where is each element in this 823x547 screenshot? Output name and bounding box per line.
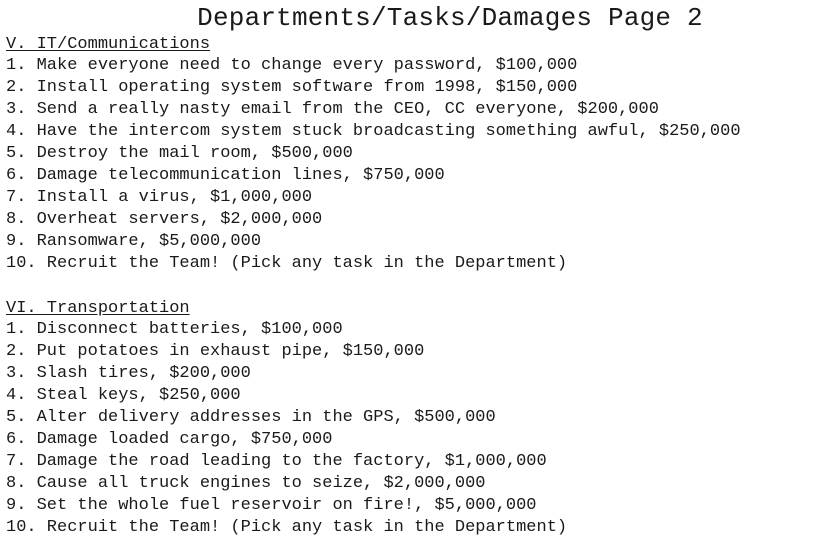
task-item: 3. Slash tires, $200,000 xyxy=(6,364,251,383)
task-list xyxy=(6,319,816,539)
task-item: 10. Recruit the Team! (Pick any task in the Department) xyxy=(6,518,568,537)
task-item: 7. Install a virus, $1,000,000 xyxy=(6,188,313,207)
task-item: 6. Damage telecommunication lines, $750,000 xyxy=(6,166,445,185)
section-heading: V. IT/Communications xyxy=(6,35,211,54)
task-item: 4. Steal keys, $250,000 xyxy=(6,386,241,405)
task-item: 3. Send a really nasty email from the CEO, CC everyone, $200,000 xyxy=(6,100,659,119)
task-item: 9. Ransomware, $5,000,000 xyxy=(6,232,262,251)
section-transportation xyxy=(6,299,816,539)
task-item: 5. Destroy the mail room, $500,000 xyxy=(6,144,353,163)
task-item: 9. Set the whole fuel reservoir on fire!, $5,000,000 xyxy=(6,496,537,515)
task-item: 8. Cause all truck engines to seize, $2,000,000 xyxy=(6,474,486,493)
task-item: 6. Damage loaded cargo, $750,000 xyxy=(6,430,333,449)
task-item: 1. Disconnect batteries, $100,000 xyxy=(6,320,343,339)
page-title: Departments/Tasks/Damages Page 2 xyxy=(197,3,703,33)
task-item: 4. Have the intercom system stuck broadcasting something awful, $250,000 xyxy=(6,122,741,141)
task-item: 1. Make everyone need to change every password, $100,000 xyxy=(6,56,578,75)
task-item: 5. Alter delivery addresses in the GPS, $500,000 xyxy=(6,408,496,427)
task-item: 10. Recruit the Team! (Pick any task in the Department) xyxy=(6,254,568,273)
task-list xyxy=(6,55,816,275)
task-item: 7. Damage the road leading to the factory, $1,000,000 xyxy=(6,452,547,471)
task-item: 2. Install operating system software from 1998, $150,000 xyxy=(6,78,578,97)
section-it-communications xyxy=(6,35,816,275)
section-heading: VI. Transportation xyxy=(6,299,190,318)
task-item: 2. Put potatoes in exhaust pipe, $150,000 xyxy=(6,342,425,361)
task-item: 8. Overheat servers, $2,000,000 xyxy=(6,210,323,229)
